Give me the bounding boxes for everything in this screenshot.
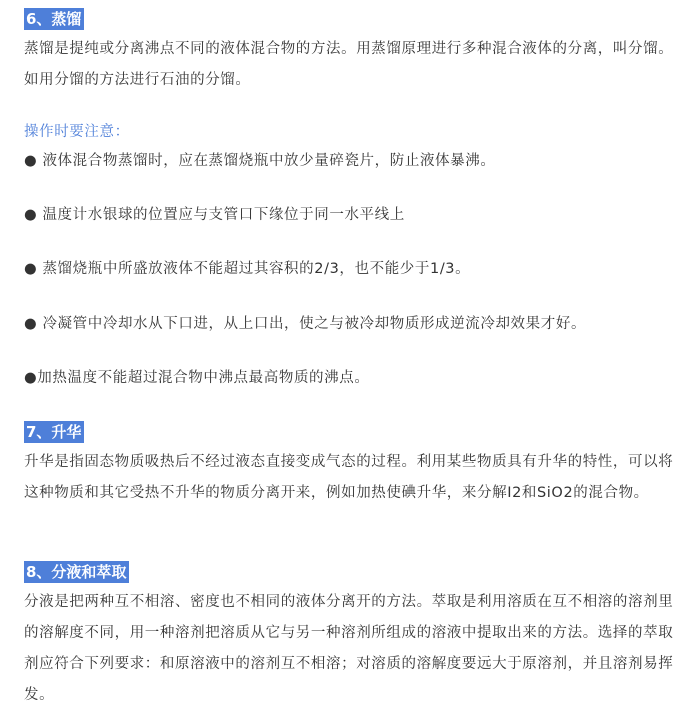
section-6 xyxy=(24,8,676,30)
note-text: ●加热温度不能超过混合物中沸点最高物质的沸点。 xyxy=(24,370,370,386)
note-item-4 xyxy=(24,313,676,335)
notes-title: 操作时要注意： xyxy=(24,124,130,140)
section-6-body: 蒸馏是提纯或分离沸点不同的液体混合物的方法。用蒸馏原理进行多种混合液体的分离，叫分馏。如用分馏的方法进行石油的分馏。 xyxy=(24,41,674,88)
section-7-heading: 7、升华 xyxy=(24,421,84,443)
section-8-body-block xyxy=(24,587,676,711)
note-item-5 xyxy=(24,367,676,389)
note-text: ● 液体混合物蒸馏时，应在蒸馏烧瓶中放少量碎瓷片，防止液体暴沸。 xyxy=(24,153,496,169)
note-text: ● 冷凝管中冷却水从下口进，从上口出，使之与被冷却物质形成逆流冷却效果才好。 xyxy=(24,316,587,332)
section-8-heading: 8、分液和萃取 xyxy=(24,561,129,583)
note-item-2 xyxy=(24,204,676,226)
note-text: ● 蒸馏烧瓶中所盛放液体不能超过其容积的2/3，也不能少于1/3。 xyxy=(24,261,471,277)
section-6-body-block xyxy=(24,34,676,96)
section-7-body: 升华是指固态物质吸热后不经过液态直接变成气态的过程。利用某些物质具有升华的特性，可以将这种物质和其它受热不升华的物质分离开来，例如加热使碘升华，来分解I2和SiO2的混合物。 xyxy=(24,454,674,501)
section-8 xyxy=(24,561,676,583)
note-text: ● 温度计水银球的位置应与支管口下缘位于同一水平线上 xyxy=(24,207,405,223)
section-8-body: 分液是把两种互不相溶、密度也不相同的液体分离开的方法。萃取是利用溶质在互不相溶的溶剂里的溶解度不同，用一种溶剂把溶质从它与另一种溶剂所组成的溶液中提取出来的方法。选择的萃取剂应符合下列要求：和原溶液中的溶剂互不相溶；对溶质的溶解度要远大于原溶剂，并且溶剂易挥发。 xyxy=(24,594,674,703)
section-7-body-block xyxy=(24,447,676,509)
section-6-heading: 6、蒸馏 xyxy=(24,8,84,30)
note-item-1 xyxy=(24,150,676,172)
note-item-3 xyxy=(24,258,676,280)
notes-title-block xyxy=(24,121,676,143)
section-7 xyxy=(24,421,676,443)
